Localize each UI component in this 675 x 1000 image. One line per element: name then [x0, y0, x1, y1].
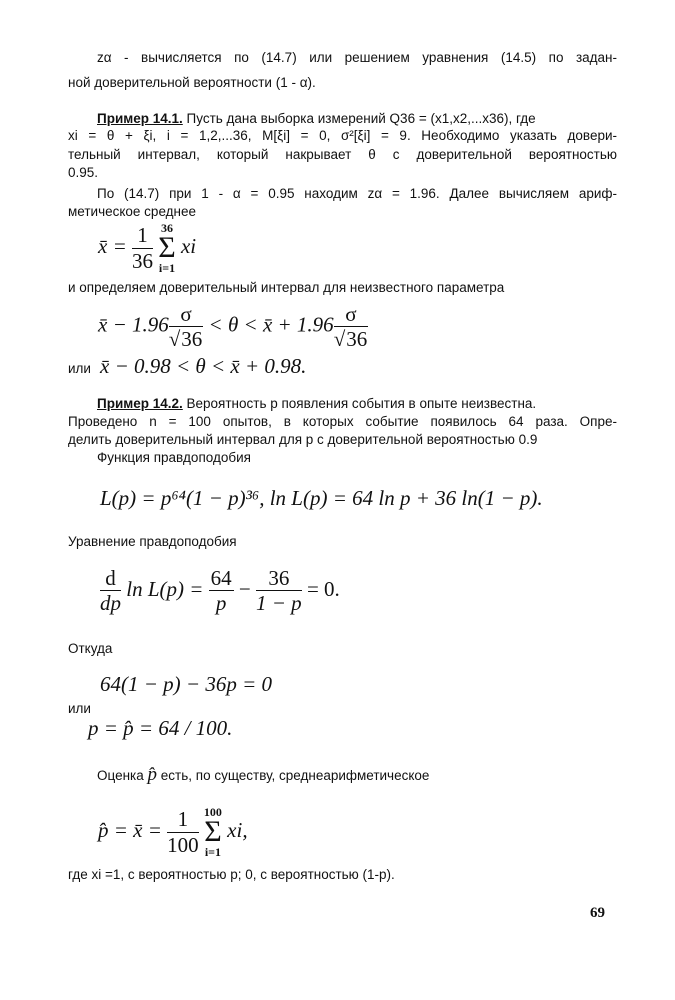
- fraction-numerator: σ: [169, 302, 204, 327]
- formula-mean: [98, 222, 196, 274]
- fraction-denominator: 100: [167, 832, 199, 857]
- text-line: или: [68, 361, 91, 376]
- fraction: [169, 302, 204, 351]
- text-line: [97, 764, 430, 785]
- formula-confidence-interval: [98, 302, 368, 351]
- fraction-denominator: 1 − p: [256, 591, 302, 616]
- text-line: Уравнение правдоподобия: [68, 534, 237, 549]
- example-label: Пример 14.2.: [97, 396, 183, 411]
- sum-lower: i=1: [158, 261, 176, 275]
- formula-estimate-mean: [98, 806, 248, 858]
- text-line: или: [68, 701, 91, 716]
- text-line: Функция правдоподобия: [97, 450, 251, 465]
- text-line: Проведено n = 100 опытов, в которых событие появилось 64 раза. Опре-: [68, 414, 617, 429]
- fraction: [209, 566, 234, 616]
- fraction: [334, 302, 369, 351]
- text-line: и определяем доверительный интервал для неизвестного параметра: [68, 280, 505, 295]
- formula-text: = 0.: [306, 576, 340, 601]
- page-number: 69: [590, 905, 605, 921]
- sum-lower: i=1: [204, 845, 221, 859]
- formula-text: xi,: [227, 817, 248, 842]
- text-fragment: есть, по существу, среднеарифметическое: [160, 768, 430, 783]
- fraction-numerator: 36: [256, 566, 302, 591]
- sqrt-arg: 36: [346, 327, 368, 352]
- formula-text: x̄ − 0.98 < θ < x̄ + 0.98.: [100, 354, 307, 378]
- text-line: 0.95.: [68, 165, 99, 180]
- sum-symbol: 36 Σ i=1: [158, 221, 176, 275]
- formula-text: L(p) = p⁶⁴(1 − p)³⁶, ln L(p) = 64 ln p + 36 ln(1 − p).: [100, 486, 543, 510]
- fraction-numerator: 1: [132, 223, 153, 248]
- fraction: [132, 223, 153, 272]
- sqrt-arg: 36: [181, 327, 203, 352]
- formula-likelihood-equation: $\frac{d}{dp}$ ln L(p) = $\frac{64}{p}$ − $\frac{36}{1 - p} = 0$.: [100, 566, 340, 616]
- text-line: метическое среднее: [68, 204, 196, 219]
- fraction: [167, 807, 199, 856]
- formula-text: < θ < x̄ + 1.96: [208, 312, 334, 337]
- fraction-numerator: σ: [334, 302, 369, 327]
- formula-text: p = p̂ = 64 / 100.: [88, 716, 233, 740]
- text-line: По (14.7) при 1 - α = 0.95 находим zα = 1.96. Далее вычисляем ариф-: [97, 186, 617, 201]
- sum-upper: 36: [160, 221, 173, 235]
- fraction-denominator: √36: [333, 327, 368, 352]
- text-line: ной доверительной вероятности (1 - α).: [68, 75, 316, 90]
- fraction-denominator: p: [215, 591, 227, 616]
- sum-upper: 100: [203, 805, 222, 819]
- formula-text: 64(1 − p) − 36p = 0: [100, 672, 272, 696]
- text-line: тельный интервал, который накрывает θ с доверительной вероятностью: [68, 147, 617, 162]
- example-heading: [97, 396, 536, 412]
- formula-text: xi: [180, 233, 197, 258]
- formula-ci-simplified: [100, 354, 306, 379]
- text-line: делить доверительный интервал для p с доверительной вероятностью 0.9: [68, 432, 538, 447]
- fraction-numerator: 1: [167, 807, 199, 832]
- formula-text: p̂: [147, 764, 158, 785]
- text-line: xi = θ + ξi, i = 1,2,...36, M[ξi] = 0, σ²[ξi] = 9. Необходимо указать довери-: [68, 128, 617, 143]
- formula-likelihood: [100, 486, 543, 511]
- formula-text: p̂ = x̄ =: [98, 817, 162, 842]
- example-label: Пример 14.1.: [97, 111, 183, 126]
- fraction-denominator: dp: [100, 591, 121, 616]
- text-fragment: Оценка: [97, 768, 144, 783]
- formula-text: x̄ =: [98, 233, 127, 258]
- formula-text: ln L(p) =: [126, 576, 204, 601]
- fraction: [256, 566, 302, 616]
- text-line: Пусть дана выборка измерений Q36 = (x1,x2,...x36), где: [182, 111, 536, 126]
- formula-text: x̄ − 1.96: [98, 312, 169, 337]
- fraction: [100, 566, 121, 616]
- text-line: где xi =1, с вероятностью p; 0, с вероятностью (1-p).: [68, 867, 395, 882]
- formula-solution: [100, 672, 272, 697]
- text-line: zα - вычисляется по (14.7) или решением уравнения (14.5) по задан-: [97, 50, 617, 65]
- fraction-denominator: √36: [168, 327, 203, 352]
- example-heading: [97, 111, 536, 127]
- fraction-denominator: 36: [132, 248, 153, 273]
- text-line: Откуда: [68, 641, 113, 656]
- sum-symbol: 100 Σ i=1: [203, 805, 222, 859]
- formula-estimate-value: [88, 716, 232, 741]
- text-line: Вероятность p появления события в опыте неизвестна.: [182, 396, 537, 411]
- fraction-numerator: 64: [210, 566, 232, 590]
- fraction-numerator: d: [100, 566, 121, 591]
